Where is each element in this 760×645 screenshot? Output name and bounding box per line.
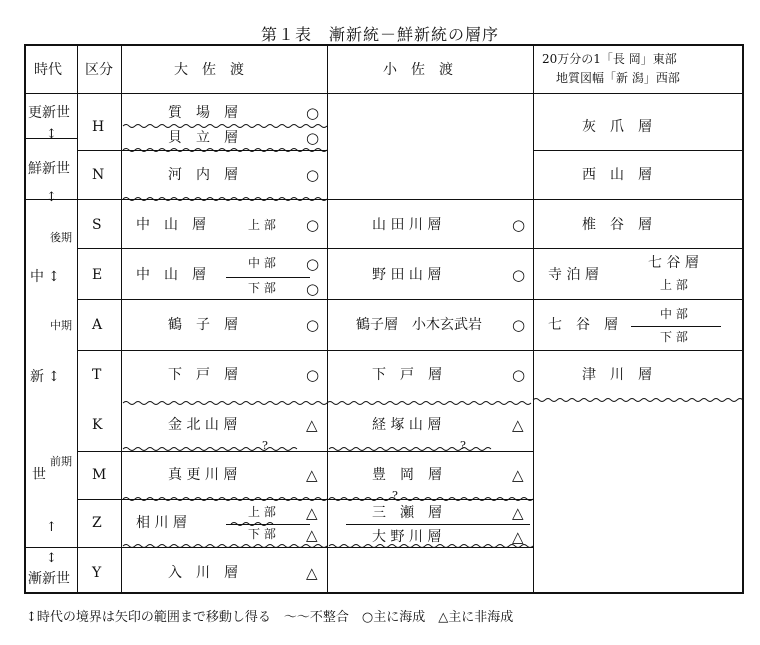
header-era: 時代 [34,62,62,78]
unconformity-line-hn [123,147,327,153]
header-division: 区分 [85,62,113,78]
nonmarine-mark: △ [512,528,524,546]
osado-shimoto: 下 戸 層 [168,367,238,383]
osado-aikawa-kabu: 下 部 [248,527,276,541]
osado-nakayama-jobu: 上 部 [248,218,276,232]
era-chu: 中 [30,269,44,285]
era-sen: 鮮新世 [28,161,70,177]
era-arrow-3: ↕ [48,269,60,285]
code-e: E [92,267,103,283]
marine-mark: ○ [306,104,320,122]
header-kosado: 小 佐 渡 [383,62,453,78]
osado-nakayama-kabu: 下 部 [248,281,276,295]
era-shin: 新 [30,369,44,385]
era-arrow-2: ↕ [46,190,57,205]
era-arrow-6: ↕ [46,551,57,566]
nonmarine-mark: △ [512,504,524,522]
osado-question-1: ? [262,439,268,452]
marine-mark: ○ [512,216,526,234]
era-zenki: 前期 [50,455,72,468]
nagaoka-nanatani-a: 七 谷 層 [548,317,618,333]
code-h: H [92,119,105,135]
nonmarine-mark: △ [306,526,318,544]
osado-kaidate: 貝 立 層 [168,130,238,146]
marine-mark: ○ [512,266,526,284]
header-nagaoka-line1: 20万分の1「長 岡」東部 [542,52,677,66]
kosado-kyouzuka: 経 塚 山 層 [372,417,442,433]
osado-irikawa: 入 川 層 [168,565,238,581]
code-k: K [92,417,103,433]
code-a: A [92,317,103,333]
osado-tsuruko: 鶴 子 層 [168,317,238,333]
unconformity-line-m [123,496,327,502]
osado-nakayama-e: 中 山 層 [136,267,206,283]
era-kouki: 後期 [50,231,72,244]
nonmarine-mark: △ [512,416,524,434]
row-line-s [77,248,742,249]
unconformity-line-m-ko [329,496,533,502]
nonmarine-mark: △ [306,564,318,582]
marine-mark: ○ [512,366,526,384]
era-sei: 世 [32,467,46,483]
row-line-e [77,299,742,300]
nagaoka-haizume: 灰 爪 層 [582,119,652,135]
code-s: S [92,217,102,233]
kosado-question-2: ? [460,439,466,452]
unconformity-line-t-n [533,397,742,403]
unconformity-line-k [123,446,298,452]
kosado-sanze: 三 瀬 層 [372,505,442,521]
nagaoka-nanatani-chubu: 中 部 [660,307,688,321]
table-title: 第１表 漸新統－鮮新統の層序 [260,25,499,44]
code-n: N [92,167,105,183]
kosado-shimoto: 下 戸 層 [372,367,442,383]
col-divider-era [77,46,78,592]
marine-mark: ○ [306,166,320,184]
row-line-h-n [533,150,742,151]
row-line-a [77,350,742,351]
code-z: Z [92,515,102,531]
unconformity-line-h [123,123,327,129]
nagaoka-nanatani-e: 七 谷 層 [648,255,699,271]
era-chuki: 中期 [50,319,72,332]
osado-aikawa-jobu: 上 部 [248,505,276,519]
nagaoka-nishiyama: 西 山 層 [582,167,652,183]
nagaoka-tsugawa: 津 川 層 [582,367,652,383]
kosado-onogawa: 大 野 川 層 [372,529,442,545]
era-kou: 更新世 [28,105,70,121]
marine-mark: ○ [306,255,320,273]
kosado-tsuruko: 鶴子層 小木玄武岩 [356,317,482,333]
kosado-toyooka: 豊 岡 層 [372,467,442,483]
header-line [26,93,742,94]
code-m: M [92,467,107,483]
nonmarine-mark: △ [306,416,318,434]
osado-masarakawa: 真 更 川 層 [168,467,238,483]
osado-shichiba: 質 場 層 [168,105,238,121]
code-t: T [92,367,102,383]
col-divider-code [121,46,122,592]
marine-mark: ○ [306,366,320,384]
marine-mark: ○ [306,316,320,334]
unconformity-line-z [123,543,327,549]
sub-line-e [226,277,310,278]
nonmarine-mark: △ [306,504,318,522]
marine-mark: ○ [306,280,320,298]
header-osado: 大 佐 渡 [174,62,244,78]
nonmarine-mark: △ [512,466,524,484]
header-nagaoka-line2: 地質図幅「新 潟」西部 [556,71,680,85]
marine-mark: ○ [306,216,320,234]
era-arrow-4: ↕ [48,369,60,385]
marine-mark: ○ [512,316,526,334]
osado-nakayama-s: 中 山 層 [136,217,206,233]
sub-line-a-n [631,326,721,327]
era-zen: 漸新世 [28,571,70,587]
kosado-nodayama: 野 田 山 層 [372,267,442,283]
legend: ↕時代の境界は矢印の範囲まで移動し得る ～～不整合 ○主に海成 △主に非海成 [26,610,514,625]
era-arrow-1: ↕ [46,127,57,142]
kosado-yamadagawa: 山 田 川 層 [372,217,442,233]
nagaoka-nanatani-kabu: 下 部 [660,330,688,344]
col-divider-kosado [533,46,534,592]
osado-aikawa: 相 川 層 [136,515,187,531]
marine-mark: ○ [306,129,320,147]
stratigraphy-table [24,44,744,594]
osado-nakayama-chubu: 中 部 [248,256,276,270]
unconformity-line-k-ko [329,446,494,452]
osado-kanakitayama: 金 北 山 層 [168,417,238,433]
kosado-question-3: ? [392,489,398,502]
code-y: Y [92,565,102,581]
nagaoka-nanatani-jobu: 上 部 [660,278,688,292]
unconformity-line-n [123,196,327,202]
nonmarine-mark: △ [306,466,318,484]
col-divider-osado [327,46,328,592]
sub-line-z-ko [346,524,530,525]
osado-kawachi: 河 内 層 [168,167,238,183]
era-arrow-5: ↑ [46,520,57,535]
nagaoka-shiiya: 椎 谷 層 [582,217,652,233]
nagaoka-teradomari: 寺 泊 層 [548,267,599,283]
unconformity-line-t [123,400,533,406]
